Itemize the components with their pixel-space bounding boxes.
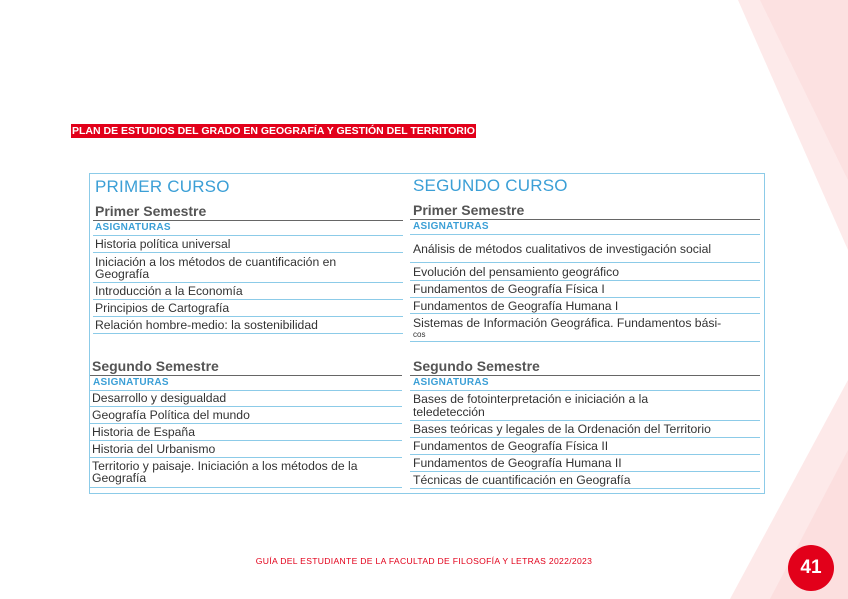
second-year-sem1-title: Primer Semestre [413,202,525,218]
subject-item: Historia del Urbanismo [92,442,216,456]
divider [410,390,760,391]
footer-text: GUÍA DEL ESTUDIANTE DE LA FACULTAD DE FILOSOFÍA Y LETRAS 2022/2023 [255,556,593,566]
subject-item: Bases teóricas y legales de la Ordenación del Territorio [413,422,711,436]
subject-item: cos [413,330,426,339]
divider [90,423,402,424]
divider [90,440,402,441]
divider [93,316,403,317]
divider [90,375,402,376]
divider [410,262,760,263]
second-year-sem1-label: ASIGNATURAS [413,221,489,232]
second-year-sem2-label: ASIGNATURAS [413,377,489,388]
subject-item: Historia de España [92,425,195,439]
subject-item: Principios de Cartografía [95,301,230,315]
divider [410,234,760,235]
subject-item: Territorio y paisaje. Iniciación a los métodos de la [92,459,358,473]
divider [410,488,760,489]
divider [410,341,760,342]
divider [410,297,760,298]
plan-title: PLAN DE ESTUDIOS DEL GRADO EN GEOGRAFÍA Y GESTIÓN DEL TERRITORIO [72,125,475,137]
divider [410,280,760,281]
divider [90,487,402,488]
subject-item: teledetección [413,405,485,419]
divider [90,406,402,407]
divider [93,333,403,334]
subject-item: Historia política universal [95,237,231,251]
first-year-title: PRIMER CURSO [95,177,230,196]
subject-item: Introducción a la Economía [95,284,243,298]
divider [93,299,403,300]
subject-item: Fundamentos de Geografía Física II [413,439,609,453]
subject-item: Técnicas de cuantificación en Geografía [413,473,631,487]
second-year-title: SEGUNDO CURSO [413,176,568,195]
divider [410,375,760,376]
first-year-sem2-label: ASIGNATURAS [93,377,169,388]
subject-item: Fundamentos de Geografía Humana II [413,456,622,470]
subject-item: Relación hombre-medio: la sostenibilidad [95,318,318,332]
divider [93,220,403,221]
subject-item: Sistemas de Información Geográfica. Fundamentos bási- [413,316,722,330]
first-year-sem1-title: Primer Semestre [95,203,207,219]
subject-item: Evolución del pensamiento geográfico [413,265,619,279]
divider [410,437,760,438]
subject-item: Desarrollo y desigualdad [92,391,227,405]
subject-item: Fundamentos de Geografía Física I [413,282,605,296]
subject-item: Fundamentos de Geografía Humana I [413,299,619,313]
divider [90,457,402,458]
subject-item: Análisis de métodos cualitativos de investigación social [413,242,712,256]
first-year-sem2-title: Segundo Semestre [92,358,219,374]
divider [410,420,760,421]
divider [93,282,403,283]
divider [410,471,760,472]
subject-item: Geografía [95,267,150,281]
divider [410,313,760,314]
divider [410,454,760,455]
divider [93,235,403,236]
first-year-sem1-label: ASIGNATURAS [95,222,171,233]
subject-item: Iniciación a los métodos de cuantificación en [95,255,337,269]
second-year-sem2-title: Segundo Semestre [413,358,540,374]
subject-item: Bases de fotointerpretación e iniciación a la [413,392,649,406]
divider [93,252,403,253]
subject-item: Geografía [92,471,147,485]
divider [410,219,760,220]
subject-item: Geografía Política del mundo [92,408,250,422]
page-number-badge: 41 [788,545,834,591]
